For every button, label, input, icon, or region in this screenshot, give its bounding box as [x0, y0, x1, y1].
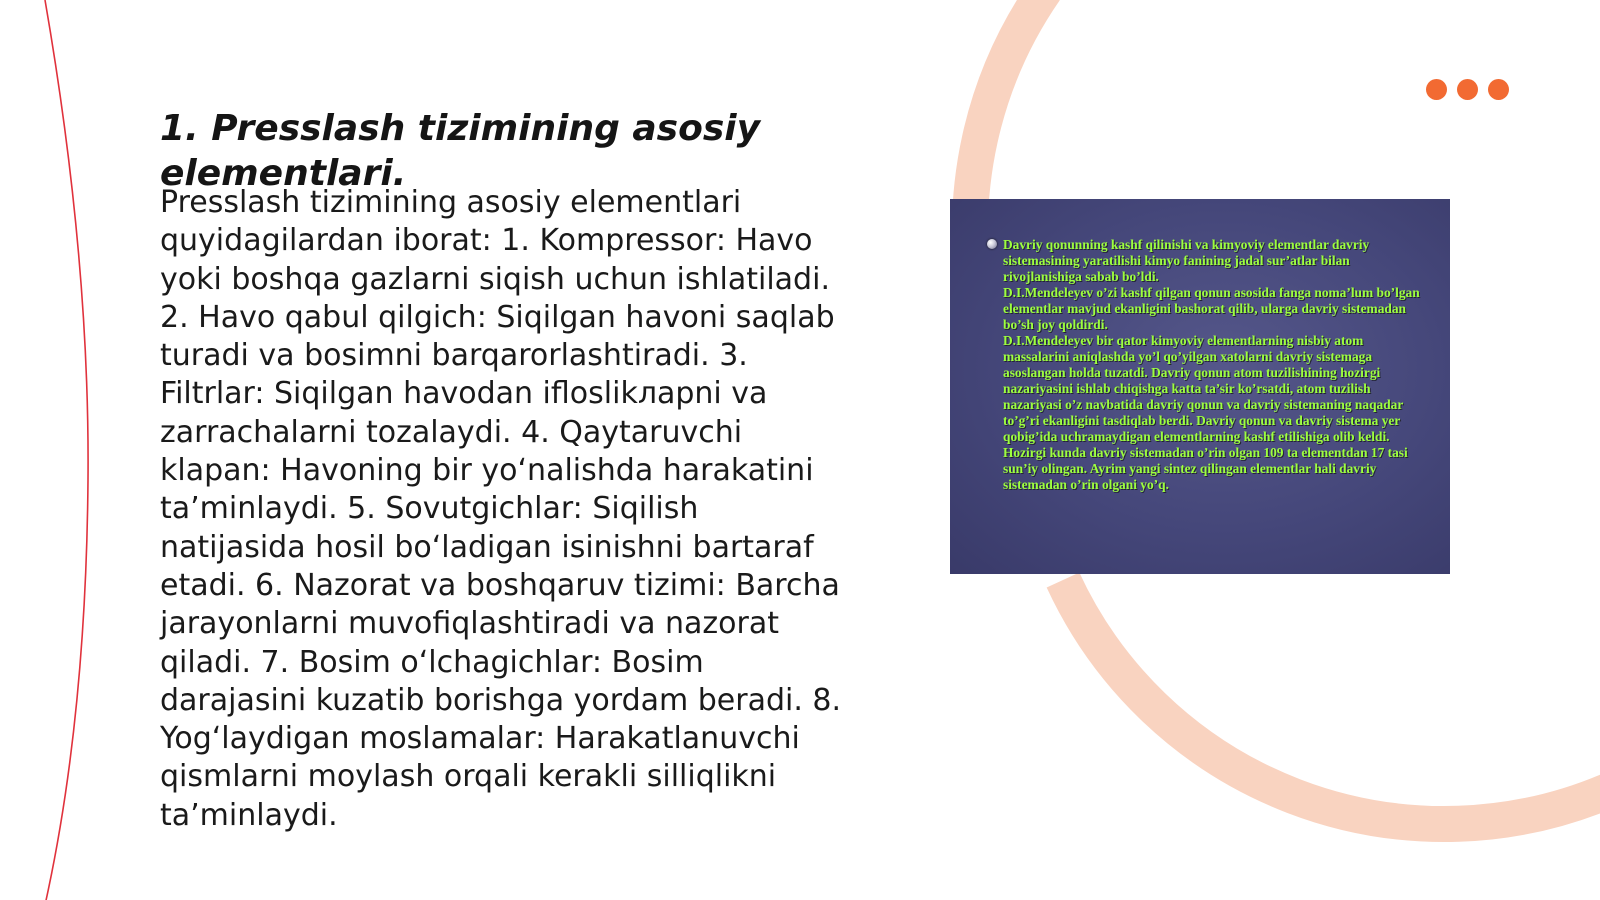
bullet-icon — [987, 239, 997, 249]
slide-title: 1. Presslash tizimining asosiy elementlari. — [160, 108, 761, 194]
dot — [1457, 79, 1478, 100]
decorative-left-line — [45, 0, 88, 900]
dot — [1426, 79, 1447, 100]
slide-picture — [950, 199, 1450, 574]
dot — [1488, 79, 1509, 100]
slide-body-text: Presslash tizimining asosiy elementlari quyidagilardan iborat: 1. Kompressor: Havo yoki boshqa gazlarni siqish uchun ishlatiladi. 2. Havo qabul qilgich: Siqilgan havoni saqlab turadi va bosimni barqarorlashtiradi. 3. Filtrlar: Siqilgan havodan ifloslikларni va zarrachalarni tozalaydi. 4. Qaytaruvchi klapan: Havoning bir yo‘nalishda harakatini ta’minlaydi. 5. Sovutgichlar: Siqilish natijasida hosil bo‘ladigan isinishni bartaraf etadi. 6. Nazorat va boshqaruv tizimi: Barcha jarayonlarni muvofiqlashtiradi va nazorat qiladi. 7. Bosim o‘lchagichlar: Bosim darajasini kuzatib borishga yordam beradi. 8. Yog‘laydigan moslamalar: Harakatlanuvchi qismlarni moylash orqali kerakli silliqlikni ta’minlaydi. — [160, 185, 842, 833]
decorative-arc — [1063, 580, 1600, 824]
ellipsis-dots-icon — [1426, 79, 1510, 101]
picture-text: Davriy qonunning kashf qilinishi va kimyoviy elementlar davriy sistemasining yaratilishi kimyo fanining jadal sur’atlar bilan rivojlanishiga sabab bo’ldi. D.I.Mendeleyev o’zi kashf qilgan qonun asosida fanga noma’lum bo’lgan elementlar mavjud ekanligini bashorat qilib, ularga davriy sistemadan bo’sh joy qoldirdi. D.I.Mendeleyev bir qator kimyoviy elementlarning nisbiy atom massalarini aniqlashda yo’l qo’yilgan xatolarni davriy sistemaga asoslangan holda tuzatdi. Davriy qonun atom tuzilishining hozirgi nazariyasini ishlab chiqishga katta ta’sir ko’rsatdi, atom tuzilish nazariyasi o’z navbatida davriy qonun va davriy sistemaning naqadar to’g’ri ekanligini tasdiqlab berdi. Davriy qonun va davriy sistema yer qobig’ida uchramaydigan elementlarning kashf etilishiga olib keldi. Hozirgi kunda davriy sistemadan o’rin olgan 109 ta elementdan 17 tasi sun’iy olingan. Ayrim yangi sintez qilingan elementlar hali davriy sistemadan o’rin olgani yo’q. — [1003, 237, 1420, 492]
